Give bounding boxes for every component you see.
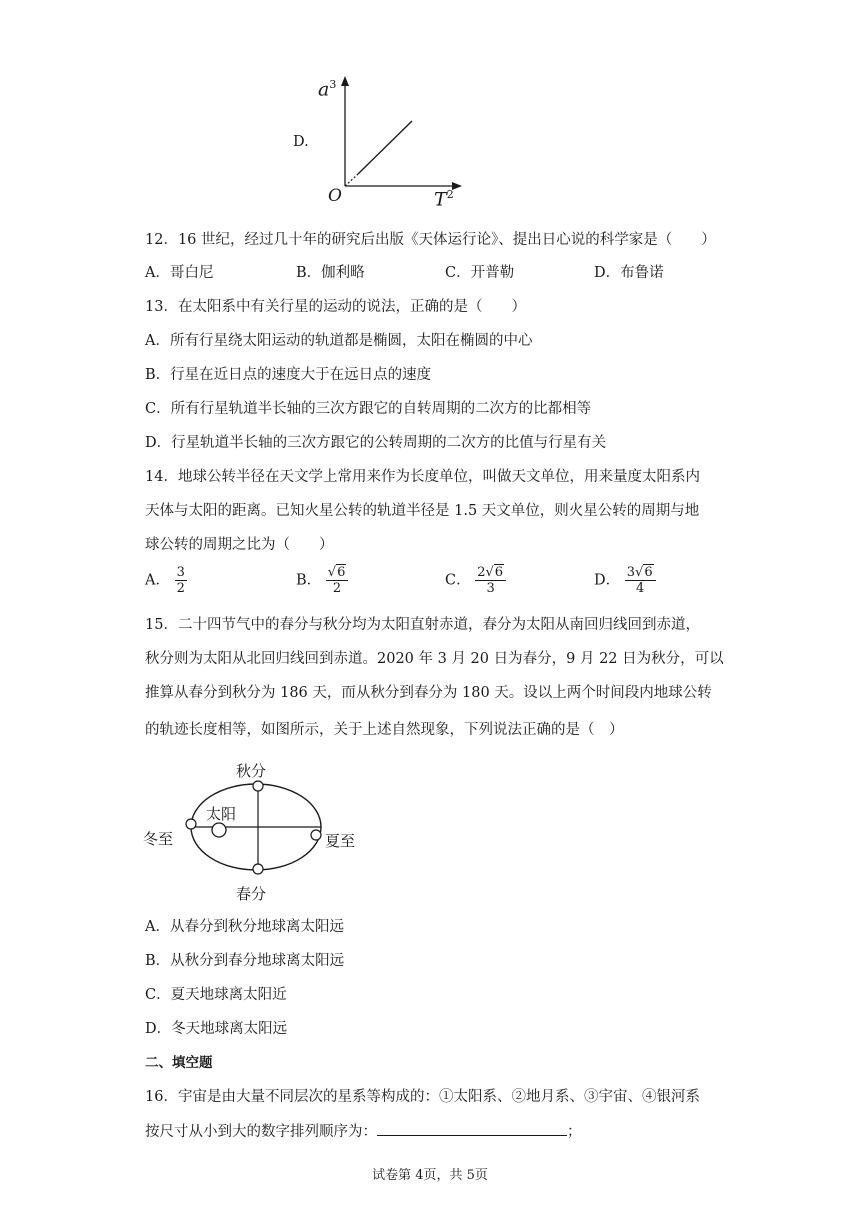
q13-stem: 13．在太阳系中有关行星的运动的说法，正确的是（ ） [145,299,526,315]
q12-option-c: C．开普勒 [445,265,515,281]
q14-stem-line-2: 天体与太阳的距离。已知火星公转的轨道半径是 1.5 天文单位，则火星公转的周期与地 [145,503,700,519]
earth-spring-circle [253,864,263,874]
page-footer: 试卷第 4页，共 5页 [372,1168,488,1183]
q16-answer-blank[interactable] [377,1121,567,1136]
q15-option-d: D．冬天地球离太阳远 [145,1021,288,1037]
q15-stem-line-3: 推算从春分到秋分为 186 天，而从秋分到春分为 180 天。设以上两个时间段内地球公转 [145,685,712,701]
q15-option-c: C．夏天地球离太阳近 [145,987,287,1003]
diagram-label-spring: 春分 [236,885,267,903]
q13-option-c: C．所有行星轨道半长轴的三次方跟它的自转周期的二次方的比都相等 [145,401,592,417]
q14-stem-line-1: 14．地球公转半径在天文学上常用来作为长度单位，叫做天文单位，用来量度太阳系内 [145,469,700,485]
earth-summer-circle [311,830,321,840]
q12-stem: 12．16 世纪，经过几十年的研究后出版《天体运行论》、提出日心说的科学家是（ ） [145,232,716,248]
q14-option-a: A． $\frac{3}{2}$ [145,565,185,596]
earth-autumn-circle [253,781,263,791]
diagram-label-sun: 太阳 [206,805,237,823]
section-title-fill-in: 二、填空题 [145,1055,213,1071]
diagram-label-autumn: 秋分 [236,762,267,780]
diagram-label-winter: 冬至 [143,830,174,848]
q12-option-d: D．布鲁诺 [594,265,664,281]
graph-origin-label: O [328,186,342,206]
q12-option-b: B．伽利略 [296,265,365,281]
graph-y-axis-label: $a^3$ [318,78,337,101]
q13-option-d: D．行星轨道半长轴的三次方跟它的公转周期的二次方的比值与行星有关 [145,435,607,451]
sun-circle [212,823,226,837]
q15-stem-line-2: 秋分则为太阳从北回归线回到赤道。2020 年 3 月 20 日为春分，9 月 22 日为秋分，可以 [145,651,724,667]
q14-option-b: B． $\frac{√6}{2}$ [296,565,348,596]
q14-stem-line-3: 球公转的周期之比为（ ） [145,537,334,553]
q14-option-c: C． $\frac{2√6}{3}$ [445,565,506,596]
q16-stem-line-1: 16．宇宙是由大量不同层次的星系等构成的：①太阳系、②地月系、③宇宙、④银河系 [145,1089,700,1105]
orbit-diagram [180,780,330,880]
q15-stem-line-1: 15．二十四节气中的春分与秋分均为太阳直射赤道，春分为太阳从南回归线回到赤道， [145,617,700,633]
graph-x-axis-label: $T^2$ [434,188,454,211]
diagram-label-summer: 夏至 [325,832,356,850]
q15-option-a: A．从春分到秋分地球离太阳远 [145,919,344,935]
q11-option-d-label: D. [293,134,309,150]
q13-option-b: B．行星在近日点的速度大于在远日点的速度 [145,367,432,383]
q14-option-d: D． $\frac{3√6}{4}$ [594,565,656,596]
earth-winter-circle [186,819,196,829]
q15-option-b: B．从秋分到春分地球离太阳远 [145,953,345,969]
q13-option-a: A．所有行星绕太阳运动的轨道都是椭圆，太阳在椭圆的中心 [145,333,533,349]
q15-stem-line-4: 的轨迹长度相等，如图所示，关于上述自然现象，下列说法正确的是（ ） [145,722,624,738]
q16-stem-line-2: 按尺寸从小到大的数字排列顺序为： ； [145,1121,582,1142]
q12-option-a: A．哥白尼 [145,265,214,281]
